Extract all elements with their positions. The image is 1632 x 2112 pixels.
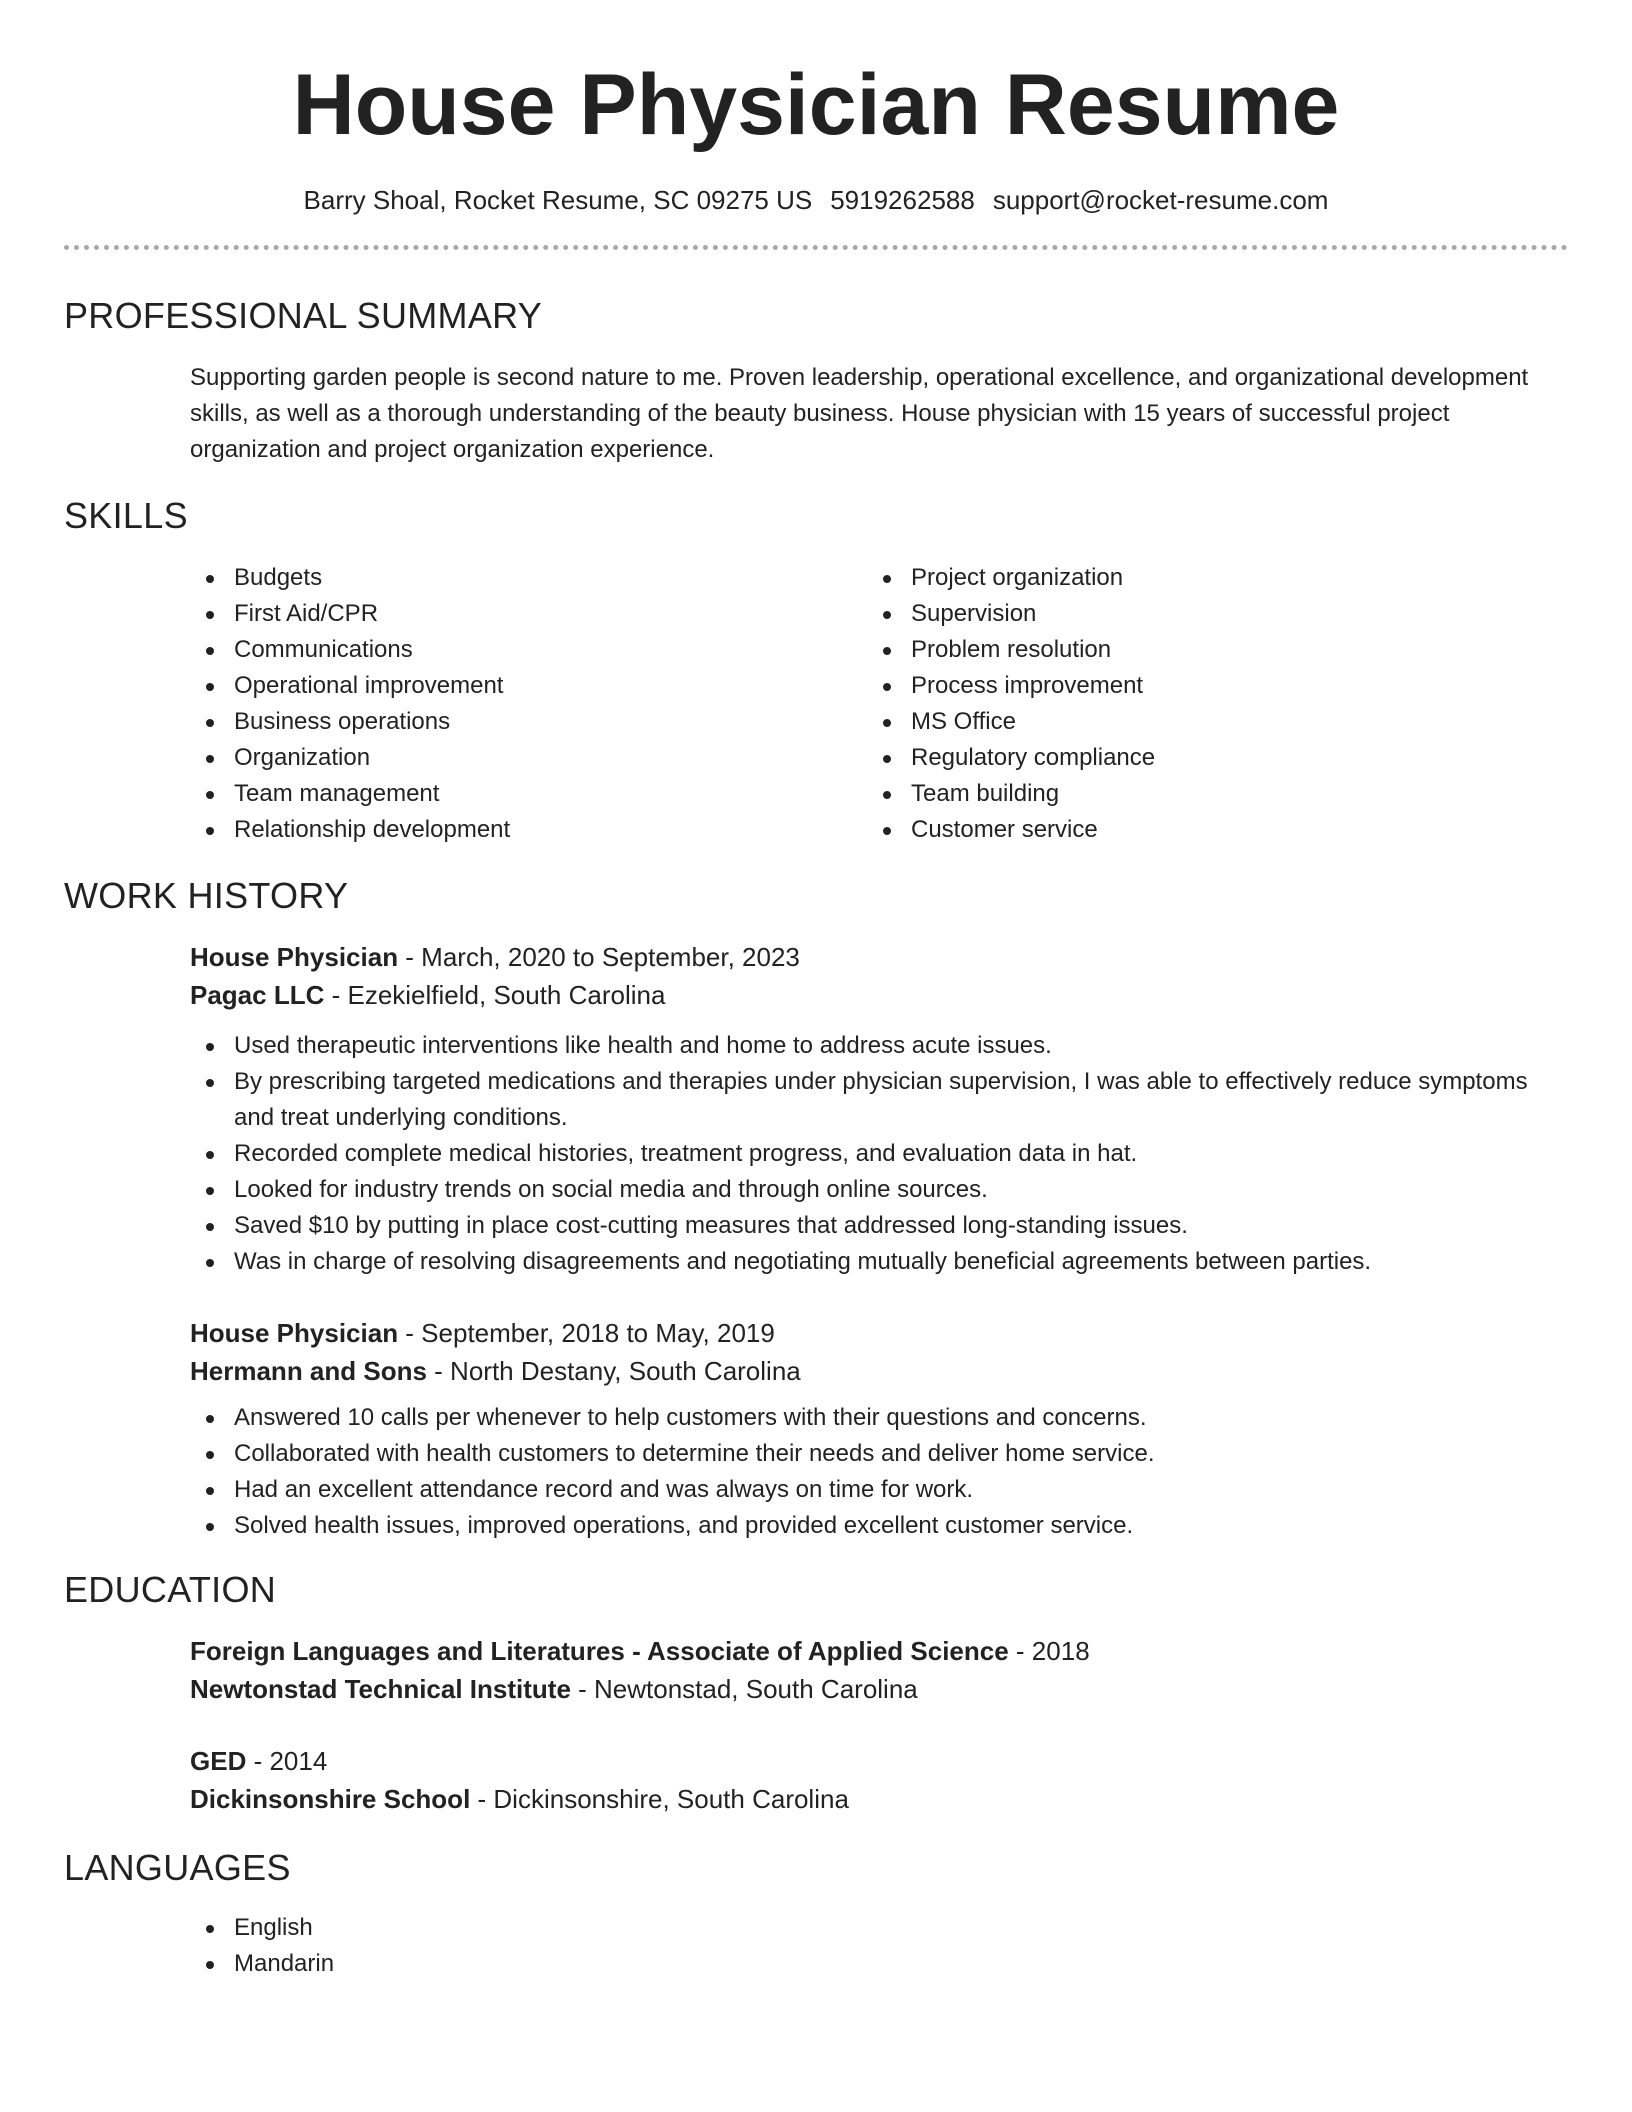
skill-item: Problem resolution [867, 632, 1544, 668]
education-year: - 2014 [246, 1746, 328, 1776]
contact-address: Barry Shoal, Rocket Resume, SC 09275 US [303, 185, 813, 215]
education-entry [190, 1632, 1568, 1708]
skills-heading: SKILLS [64, 495, 188, 536]
skill-item: Supervision [867, 596, 1544, 632]
job-title: House Physician [190, 942, 399, 972]
job-company: Hermann and Sons [190, 1356, 427, 1386]
skills-section [64, 494, 1568, 848]
contact-email: support@rocket-resume.com [992, 185, 1329, 215]
skill-item: Project organization [867, 560, 1544, 596]
job-bullets [190, 1028, 1568, 1280]
education-degree-line [190, 1742, 1568, 1780]
skill-item: Process improvement [867, 668, 1544, 704]
skill-item: Organization [190, 740, 867, 776]
education-location: - Dickinsonshire, South Carolina [470, 1784, 849, 1814]
job-bullets [190, 1400, 1568, 1544]
education-degree: GED [190, 1746, 247, 1776]
education-year: - 2018 [1008, 1636, 1090, 1666]
job-bullet: By prescribing targeted medications and therapies under physician supervision, I was able to effectively reduce symptoms and treat underlying conditions. [190, 1064, 1568, 1136]
job-title: House Physician [190, 1318, 399, 1348]
contact-line [64, 183, 1568, 217]
job-title-line [190, 938, 1568, 976]
skill-item: MS Office [867, 704, 1544, 740]
header-divider [64, 245, 1568, 250]
job-bullet: Had an excellent attendance record and was always on time for work. [190, 1472, 1568, 1508]
summary-heading: PROFESSIONAL SUMMARY [64, 295, 543, 336]
work-history-section [64, 874, 1568, 1544]
education-school: Newtonstad Technical Institute [190, 1674, 571, 1704]
education-school: Dickinsonshire School [190, 1784, 471, 1814]
skill-item: First Aid/CPR [190, 596, 867, 632]
job-title-line [190, 1314, 1568, 1352]
skill-item: Relationship development [190, 812, 867, 848]
contact-phone: 5919262588 [830, 185, 975, 215]
education-degree: Foreign Languages and Literatures - Associate of Applied Science [190, 1636, 1009, 1666]
summary-section [64, 294, 1568, 468]
job-bullet: Answered 10 calls per whenever to help customers with their questions and concerns. [190, 1400, 1568, 1436]
skills-left-column [190, 560, 867, 848]
page-title: House Physician Resume [292, 57, 1340, 153]
work-history-heading: WORK HISTORY [64, 875, 349, 916]
job-bullet: Solved health issues, improved operations, and provided excellent customer service. [190, 1508, 1568, 1544]
job-bullet: Looked for industry trends on social media and through online sources. [190, 1172, 1568, 1208]
skill-item: Operational improvement [190, 668, 867, 704]
education-school-line [190, 1780, 1568, 1818]
education-section [64, 1568, 1568, 1818]
job-company: Pagac LLC [190, 980, 325, 1010]
job-dates: - September, 2018 to May, 2019 [398, 1318, 775, 1348]
job-bullet: Was in charge of resolving disagreements and negotiating mutually beneficial agreements between parties. [190, 1244, 1568, 1280]
job-dates: - March, 2020 to September, 2023 [398, 942, 800, 972]
job-entry [190, 1314, 1568, 1544]
job-bullet: Saved $10 by putting in place cost-cutting measures that addressed long-standing issues. [190, 1208, 1568, 1244]
job-location: - Ezekielfield, South Carolina [324, 980, 666, 1010]
language-item: English [190, 1910, 1568, 1946]
languages-heading: LANGUAGES [64, 1847, 291, 1888]
job-location: - North Destany, South Carolina [426, 1356, 801, 1386]
languages-section [64, 1846, 1568, 1982]
education-school-line [190, 1670, 1568, 1708]
education-degree-line [190, 1632, 1568, 1670]
education-entry [190, 1742, 1568, 1818]
skill-item: Team management [190, 776, 867, 812]
languages-list [190, 1910, 1568, 1982]
skill-item: Business operations [190, 704, 867, 740]
job-company-line [190, 1352, 1568, 1390]
skill-item: Communications [190, 632, 867, 668]
skill-item: Team building [867, 776, 1544, 812]
skill-item: Regulatory compliance [867, 740, 1544, 776]
language-item: Mandarin [190, 1946, 1568, 1982]
job-company-line [190, 976, 1568, 1014]
job-bullet: Recorded complete medical histories, treatment progress, and evaluation data in hat. [190, 1136, 1568, 1172]
skill-item: Budgets [190, 560, 867, 596]
skills-right-column [867, 560, 1544, 848]
job-entry [190, 938, 1568, 1280]
education-heading: EDUCATION [64, 1569, 277, 1610]
job-bullet: Collaborated with health customers to determine their needs and deliver home service. [190, 1436, 1568, 1472]
job-bullet: Used therapeutic interventions like health and home to address acute issues. [190, 1028, 1568, 1064]
skill-item: Customer service [867, 812, 1544, 848]
skills-grid [190, 560, 1568, 848]
education-location: - Newtonstad, South Carolina [570, 1674, 918, 1704]
summary-text: Supporting garden people is second nature to me. Proven leadership, operational excellence, and organizational development skills, as well as a thorough understanding of the beauty business. House physician with 15 years of successful project organization and project organization experience. [190, 364, 1529, 463]
